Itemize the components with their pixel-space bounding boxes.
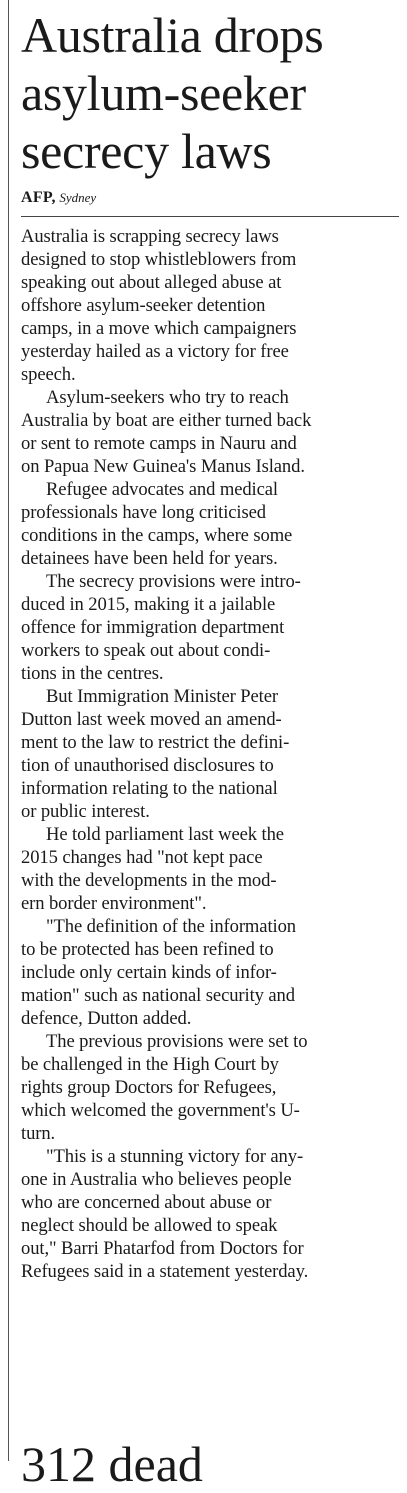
paragraph-4: The secrecy provisions were intro- duced in 2015, making it a jailable offence for immigration department workers to speak out about condi- tions in the centres. — [21, 571, 301, 684]
paragraph-6: He told parliament last week the 2015 changes had "not kept pace with the developments in the mod- ern border environment". — [21, 824, 284, 914]
byline-divider — [21, 216, 399, 217]
byline-place: Sydney — [59, 190, 97, 205]
byline — [21, 189, 401, 208]
next-article-headline: 312 dead — [21, 1436, 203, 1492]
paragraph-9: "This is a stunning victory for any- one in Australia who believes people who are concerned about abuse or neglect should be allowed to speak out," Barri Phatarfod from Doctors for Refugees said in a statement yesterday. — [21, 1146, 309, 1282]
paragraph-7: "The definition of the information to be protected has been refined to include only certain kinds of infor- mation" such as national security and defence, Dutton added. — [21, 916, 296, 1029]
paragraph-1: Australia is scrapping secrecy laws designed to stop whistleblowers from speaking out about alleged abuse at offshore asylum-seeker detention camps, in a move which campaigners yesterday hailed as a victory for free speech. — [21, 226, 297, 385]
headline-text: Australia drops asylum-seeker secrecy laws — [21, 7, 324, 179]
paragraph-3: Refugee advocates and medical professionals have long criticised conditions in the camps, where some detainees have been held for years. — [21, 479, 293, 569]
headline — [9, 0, 401, 180]
article-body — [21, 225, 401, 1283]
paragraph-5: But Immigration Minister Peter Dutton last week moved an amend- ment to the law to restrict the defini- tion of unauthorised disclosures to information relating to the national or public interest. — [21, 686, 290, 822]
paragraph-8: The previous provisions were set to be challenged in the High Court by rights group Doctors for Refugees, which welcomed the government's U- turn. — [21, 1031, 308, 1144]
paragraph-2: Asylum-seekers who try to reach Australia by boat are either turned back or sent to remote camps in Nauru and on Papua New Guinea's Manus Island. — [21, 387, 312, 477]
article-column — [8, 0, 401, 1492]
byline-agency: AFP, — [21, 189, 56, 206]
